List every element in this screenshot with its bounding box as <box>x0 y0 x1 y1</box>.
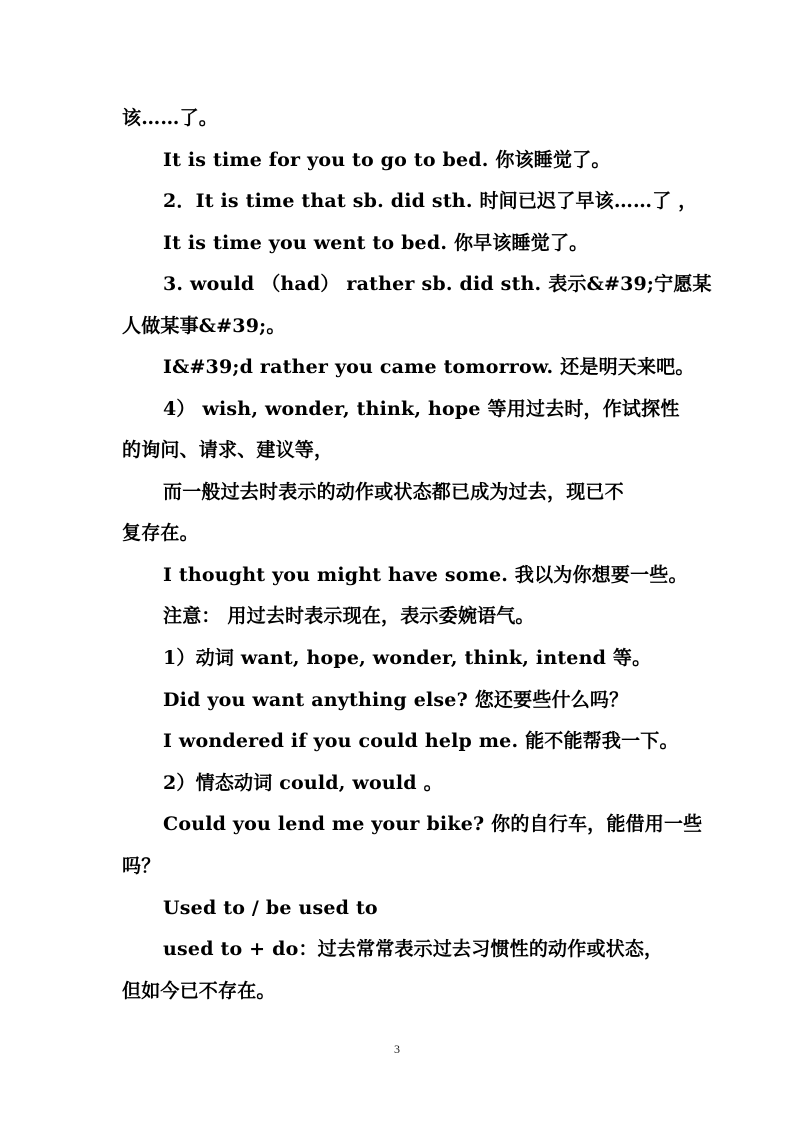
text-line: I thought you might have some. 我以为你想要一些。 <box>163 564 688 586</box>
text-line: I wondered if you could help me. 能不能帮我一下。 <box>163 730 679 752</box>
text-line: 注意： 用过去时表示现在，表示委婉语气。 <box>163 605 535 627</box>
text-line: 1）动词 want, hope, wonder, think, intend 等。 <box>163 647 652 669</box>
text-line: Did you want anything else? 您还要些什么吗？ <box>163 689 629 711</box>
text-line: 3. would （had） rather sb. did sth. 表示&#39;宁愿某 <box>163 273 712 295</box>
text-line: Could you lend me your bike? 你的自行车，能借用一些 <box>163 813 703 835</box>
text-line: It is time for you to go to bed. 你该睡觉了。 <box>163 149 611 171</box>
text-line: It is time you went to bed. 你早该睡觉了。 <box>163 232 589 254</box>
text-line: 人做某事&#39;。 <box>122 315 286 337</box>
text-line: 2．It is time that sb. did sth. 时间已迟了早该……了 ， <box>163 190 698 212</box>
text-line: 2）情态动词 could, would 。 <box>163 772 443 794</box>
page-number: 3 <box>394 1042 400 1056</box>
text-line: 的询问、请求、建议等， <box>122 439 334 461</box>
text-line: I&#39;d rather you came tomorrow. 还是明天来吧。 <box>163 356 695 378</box>
text-line: 4） wish, wonder, think, hope 等用过去时，作试探性 <box>163 398 680 420</box>
text-line: 但如今已不存在。 <box>122 980 276 1002</box>
text-line: 而一般过去时表示的动作或状态都已成为过去，现已不 <box>163 481 624 503</box>
text-line: 吗？ <box>122 855 161 877</box>
text-line: 复存在。 <box>122 522 199 544</box>
text-line: used to + do：过去常常表示过去习惯性的动作或状态， <box>163 938 664 960</box>
text-line: Used to / be used to <box>163 897 378 919</box>
text-line: 该……了。 <box>122 107 219 129</box>
